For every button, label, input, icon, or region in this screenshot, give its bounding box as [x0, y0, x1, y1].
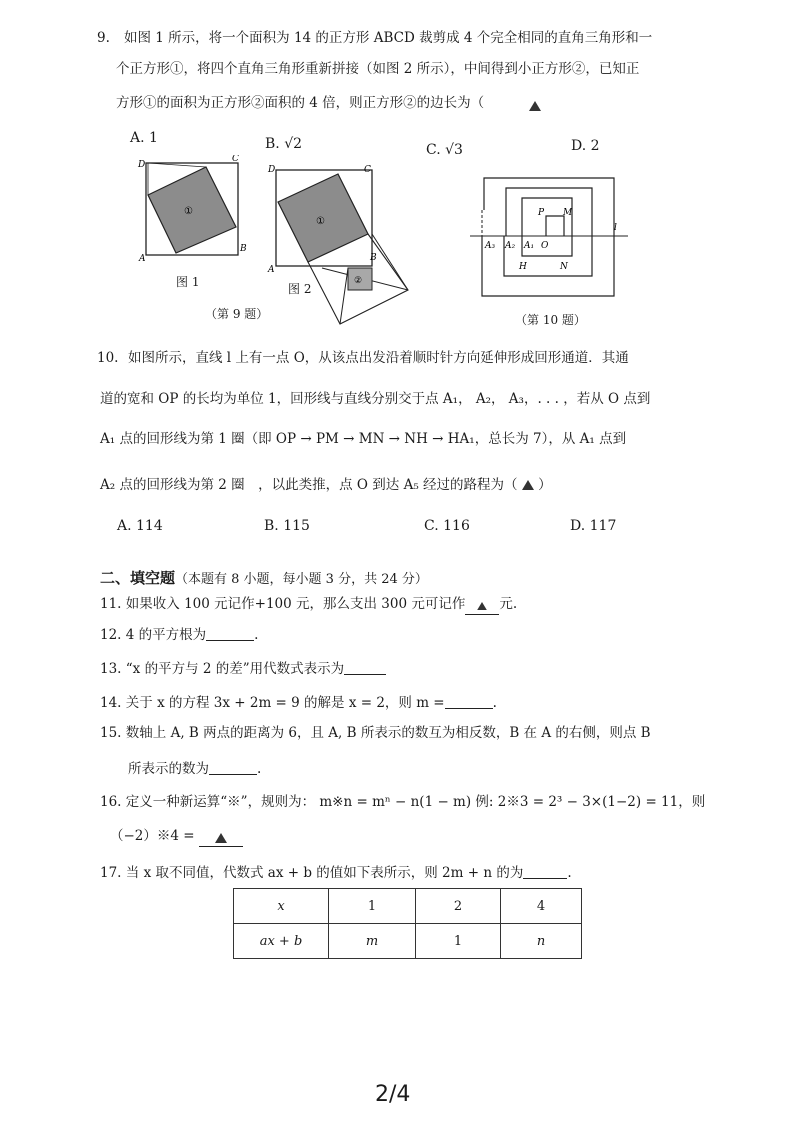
q10-line3: A₁ 点的回形线为第 1 圈（即 OP → PM → MN → NH → HA₁，总长为 7），从 A₁ 点到	[100, 431, 627, 447]
spiral-label-m: M	[563, 208, 573, 218]
q9-number: 9.	[97, 30, 110, 46]
fig2-point-a: A	[268, 265, 275, 275]
q17: 17. 当 x 取不同值，代数式 ax + b 的值如下表所示，则 2m + n 的为 .	[100, 865, 572, 881]
table-cell: n	[501, 924, 582, 959]
fig1-point-c: C	[232, 155, 239, 164]
q16-line1: 16. 定义一种新运算“※”，规则为： m※n = mⁿ − n(1 − m) 例: 2※3 = 2³ − 3×(1−2) = 11，则	[100, 794, 706, 810]
q9-line3: 方形①的面积为正方形②面积的 4 倍，则正方形②的边长为（	[116, 95, 485, 111]
fig2-point-c: C	[364, 165, 371, 175]
table-cell: 2	[416, 889, 501, 924]
spiral-label-a3: A₃	[485, 241, 496, 251]
spiral-label-o: O	[541, 241, 549, 251]
answer-triangle-icon	[522, 480, 534, 490]
q9-figure-caption: （第 9 题）	[205, 307, 269, 321]
q10-choice-a: A. 114	[117, 518, 163, 534]
table-cell: m	[329, 924, 416, 959]
table-cell: 4	[501, 889, 582, 924]
fig2-square-label: ①	[316, 216, 325, 227]
spiral-label-l: l	[614, 223, 617, 233]
figure-10-spiral	[470, 170, 630, 302]
q10-number: 10.	[97, 350, 119, 366]
fig1-point-d: D	[138, 160, 146, 170]
q10-choice-b: B. 115	[264, 518, 310, 534]
q16-line2: （−2）※4 =	[110, 830, 243, 847]
q14: 14. 关于 x 的方程 3x + 2m = 9 的解是 x = 2，则 m = .	[100, 695, 497, 711]
q9-choice-a: A. 1	[130, 130, 158, 146]
fig2-caption: 图 2	[288, 282, 312, 296]
q10-choice-d: D. 117	[570, 518, 617, 534]
section-2-title: 二、填空题	[100, 569, 176, 587]
q9-choice-b: B. √2	[265, 136, 303, 152]
fig1-point-a: A	[139, 254, 146, 264]
fig2-small-square-label: ②	[354, 276, 363, 286]
q10-line4: A₂ 点的回形线为第 2 圈 ，以此类推，点 O 到达 A₅ 经过的路程为（ ）	[100, 477, 552, 493]
q12: 12. 4 的平方根为 .	[100, 627, 259, 643]
fig1-caption: 图 1	[176, 275, 200, 289]
table-cell: x	[234, 889, 329, 924]
q10-line1: 如图所示，直线 l 上有一点 O，从该点出发沿着顺时针方向延伸形成回形通道．其通	[128, 350, 629, 366]
spiral-label-n: N	[560, 262, 568, 272]
table-cell: 1	[329, 889, 416, 924]
q15-line2: 所表示的数为 .	[128, 761, 262, 777]
q11: 11. 如果收入 100 元记作+100 元，那么支出 300 元可记作 元.	[100, 598, 517, 615]
spiral-label-a2: A₂	[505, 241, 516, 251]
q9-line2: 个正方形①，将四个直角三角形重新拼接（如图 2 所示），中间得到小正方形②，已知正	[116, 61, 640, 77]
q9-choice-c: C. √3	[426, 142, 463, 158]
q17-value-table	[233, 888, 582, 959]
figure-2	[264, 160, 414, 328]
spiral-label-h: H	[519, 262, 527, 272]
section-2-heading	[100, 567, 428, 588]
page-number: 2/4	[375, 1082, 411, 1107]
q9-line1: 如图 1 所示，将一个面积为 14 的正方形 ABCD 裁剪成 4 个完全相同的直角三角形和一	[124, 30, 653, 46]
q10-choice-c: C. 116	[424, 518, 470, 534]
figure-1	[136, 155, 248, 265]
fig1-point-b: B	[240, 244, 247, 254]
table-cell: ax + b	[234, 924, 329, 959]
q13: 13. “x 的平方与 2 的差”用代数式表示为	[100, 660, 386, 677]
spiral-label-p: P	[538, 208, 545, 218]
fig2-point-d: D	[268, 165, 276, 175]
section-2-note: （本题有 8 小题，每小题 3 分，共 24 分）	[175, 572, 428, 587]
fig2-point-b: B	[370, 253, 377, 263]
table-row	[234, 889, 582, 924]
answer-triangle-icon	[529, 98, 541, 114]
q9-choice-d: D. 2	[571, 138, 600, 154]
q10-figure-caption: （第 10 题）	[515, 313, 586, 327]
table-cell: 1	[416, 924, 501, 959]
spiral-label-a1: A₁	[524, 241, 535, 251]
fig1-square-label: ①	[184, 206, 193, 217]
q15-line1: 15. 数轴上 A, B 两点的距离为 6，且 A, B 所表示的数互为相反数，B 在 A 的右侧，则点 B	[100, 725, 651, 741]
q10-line2: 道的宽和 OP 的长均为单位 1，回形线与直线分别交于点 A₁， A₂， A₃，. . . ，若从 O 点到	[100, 391, 651, 407]
table-row	[234, 924, 582, 959]
